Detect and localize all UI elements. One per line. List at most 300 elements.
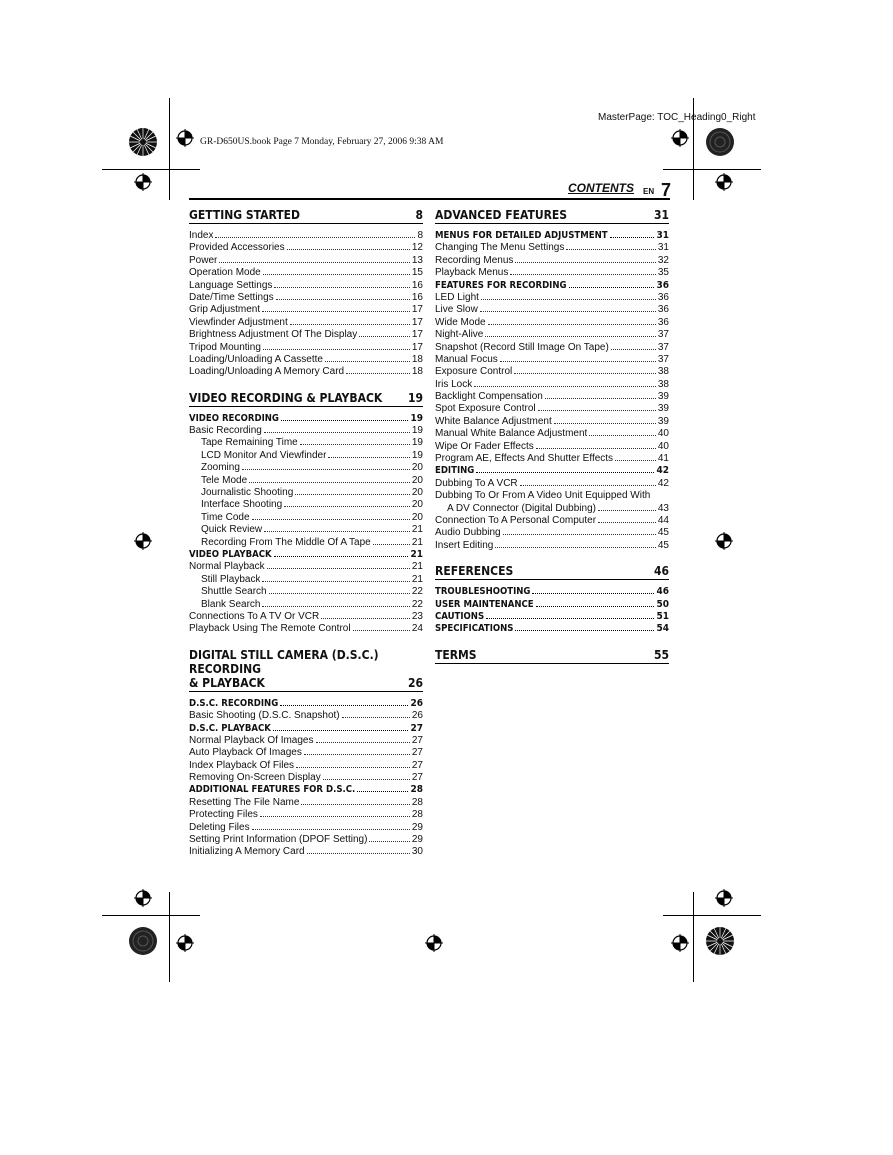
toc-entry[interactable] xyxy=(189,437,423,449)
toc-entry-label: Journalistic Shooting xyxy=(201,487,294,499)
dot-leader xyxy=(342,717,410,718)
section-spacer xyxy=(435,552,669,564)
dot-leader xyxy=(615,460,656,461)
contents-heading: CONTENTS xyxy=(568,181,634,195)
toc-entry-page: 40 xyxy=(657,440,669,452)
dot-leader xyxy=(589,435,656,436)
toc-entry-label: Index xyxy=(189,230,214,241)
toc-entry[interactable] xyxy=(189,267,423,279)
dot-leader xyxy=(304,754,410,755)
toc-entry-label: Setting Print Information (DPOF Setting) xyxy=(189,834,368,846)
section-title xyxy=(189,648,408,690)
toc-entry[interactable] xyxy=(435,304,669,316)
toc-entry[interactable] xyxy=(189,735,423,747)
dot-leader xyxy=(346,373,410,374)
toc-entry[interactable] xyxy=(189,487,423,499)
toc-subheading[interactable] xyxy=(189,413,423,425)
toc-entry[interactable] xyxy=(435,453,669,465)
toc-entry-label: ADDITIONAL FEATURES FOR D.S.C. xyxy=(189,784,356,796)
toc-entry-page: 29 xyxy=(411,821,423,833)
toc-entry[interactable] xyxy=(189,317,423,329)
toc-entry-label: Time Code xyxy=(201,511,250,523)
toc-entry-label: Still Playback xyxy=(201,573,261,585)
dot-leader xyxy=(264,531,410,532)
dot-leader xyxy=(515,630,654,631)
toc-subheading[interactable] xyxy=(435,465,669,477)
toc-entry-label: Manual White Balance Adjustment xyxy=(435,428,588,440)
section-page: 46 xyxy=(653,564,669,579)
toc-entry-page: 31 xyxy=(656,230,669,241)
toc-entry[interactable] xyxy=(435,354,669,366)
toc-entry-label: Normal Playback Of Images xyxy=(189,734,314,746)
toc-entry[interactable] xyxy=(435,292,669,304)
toc-subheading[interactable] xyxy=(435,599,669,611)
toc-entry-page: 26 xyxy=(410,697,423,709)
section-page: 55 xyxy=(653,647,669,662)
toc-entry-page: 37 xyxy=(657,341,669,353)
toc-entry-page: 37 xyxy=(657,353,669,365)
dot-leader xyxy=(269,593,410,594)
toc-entry-page: 29 xyxy=(411,834,423,846)
toc-entry[interactable] xyxy=(189,354,423,366)
toc-entry[interactable] xyxy=(189,524,423,536)
starburst-mark-icon xyxy=(705,926,735,956)
section-heading[interactable] xyxy=(435,208,669,224)
toc-entry-page: 16 xyxy=(411,279,423,291)
toc-entry[interactable] xyxy=(189,329,423,341)
dot-leader xyxy=(321,618,410,619)
toc-entry-label: Wide Mode xyxy=(435,316,486,328)
toc-entry[interactable] xyxy=(189,280,423,292)
toc-entry-label: Basic Shooting (D.S.C. Snapshot) xyxy=(189,710,340,722)
toc-entry-label: A DV Connector (Digital Dubbing) xyxy=(447,502,596,514)
toc-entry[interactable] xyxy=(189,304,423,316)
dot-leader xyxy=(369,841,409,842)
toc-entry-page: 28 xyxy=(410,784,423,796)
dot-leader xyxy=(264,432,410,433)
toc-entry-label: Loading/Unloading A Memory Card xyxy=(189,366,345,378)
toc-entry-label: Resetting The File Name xyxy=(189,796,300,808)
toc-entry-label: Power xyxy=(189,254,218,266)
toc-entry-page: 20 xyxy=(411,462,423,474)
toc-entry-label: VIDEO RECORDING xyxy=(189,412,279,424)
toc-entry-page: 41 xyxy=(657,453,669,465)
dot-leader xyxy=(262,606,409,607)
toc-entry-page: 21 xyxy=(411,573,423,585)
toc-entry-page: 31 xyxy=(657,242,669,254)
section-spacer xyxy=(435,636,669,648)
toc-entry-label: Manual Focus xyxy=(435,353,498,365)
toc-entry[interactable] xyxy=(189,809,423,821)
dot-leader xyxy=(323,779,410,780)
crop-mark xyxy=(102,169,200,170)
registration-target-icon xyxy=(134,532,152,550)
toc-entry-label: Playback Using The Remote Control xyxy=(189,623,351,635)
toc-entry-label: Dubbing To Or From A Video Unit Equipped With xyxy=(435,490,651,502)
toc-entry-page: 21 xyxy=(411,561,423,573)
dot-leader xyxy=(252,519,410,520)
section-page: 31 xyxy=(653,208,669,222)
crop-mark xyxy=(663,915,761,916)
toc-entry[interactable] xyxy=(435,379,669,391)
toc-entry[interactable] xyxy=(189,475,423,487)
toc-entry-page: 40 xyxy=(657,428,669,440)
dot-leader xyxy=(274,556,409,557)
toc-entry-label: Tripod Mounting xyxy=(189,341,261,353)
toc-entry[interactable] xyxy=(435,416,669,428)
dot-leader xyxy=(263,349,410,350)
toc-entry[interactable] xyxy=(189,499,423,511)
section-page: 8 xyxy=(415,208,423,222)
toc-entry-page: 19 xyxy=(411,437,423,449)
toc-entry-label: Changing The Menu Settings xyxy=(435,242,565,254)
toc-entry-label: Wipe Or Fader Effects xyxy=(435,440,534,452)
dot-leader xyxy=(296,767,410,768)
dot-leader xyxy=(295,494,410,495)
toc-entry[interactable] xyxy=(435,242,669,254)
dot-leader xyxy=(474,386,656,387)
section-title-line: & PLAYBACK xyxy=(189,675,265,690)
toc-entry-page: 8 xyxy=(417,230,423,241)
toc-entry-page: 32 xyxy=(657,254,669,266)
toc-entry-page: 19 xyxy=(411,425,423,437)
toc-entry-page: 27 xyxy=(410,722,423,734)
toc-entry-label: Connections To A TV Or VCR xyxy=(189,610,320,622)
section-heading[interactable] xyxy=(189,208,423,224)
toc-entry-label: EDITING xyxy=(435,465,475,477)
toc-entry[interactable] xyxy=(435,391,669,403)
section-title: ADVANCED FEATURES xyxy=(435,208,568,222)
registration-target-icon xyxy=(134,173,152,191)
dot-leader xyxy=(252,829,410,830)
toc-entry-page: 36 xyxy=(657,304,669,316)
dot-leader xyxy=(281,420,409,421)
dot-leader xyxy=(515,262,656,263)
section-heading[interactable] xyxy=(435,648,669,664)
section-spacer xyxy=(189,379,423,391)
dot-leader xyxy=(538,410,656,411)
toc-entry-page: 44 xyxy=(657,515,669,527)
toc-entry-page: 21 xyxy=(411,536,423,548)
toc-entry[interactable] xyxy=(189,230,423,242)
toc-entry-page: 38 xyxy=(657,378,669,390)
registration-target-icon xyxy=(671,129,689,147)
toc-entry[interactable] xyxy=(189,747,423,759)
crop-mark xyxy=(169,98,170,200)
dot-leader xyxy=(325,361,410,362)
toc-entry-page: 27 xyxy=(411,772,423,784)
section-heading[interactable] xyxy=(189,391,423,407)
dot-leader xyxy=(287,249,410,250)
dot-leader xyxy=(536,448,656,449)
toc-entry[interactable] xyxy=(435,490,669,515)
toc-entry-page: 39 xyxy=(657,415,669,427)
toc-entry-page: 28 xyxy=(411,796,423,808)
toc-entry[interactable] xyxy=(189,574,423,586)
toc-entry-label: FEATURES FOR RECORDING xyxy=(435,279,567,291)
dot-leader xyxy=(488,324,656,325)
toc-entry-label: Provided Accessories xyxy=(189,242,285,254)
toc-entry[interactable] xyxy=(189,834,423,846)
toc-entry-label: Grip Adjustment xyxy=(189,304,261,316)
toc-entry-label: Spot Exposure Control xyxy=(435,403,536,415)
toc-entry[interactable] xyxy=(435,267,669,279)
toc-entry-page: 26 xyxy=(411,710,423,722)
toc-subheading[interactable] xyxy=(435,230,669,242)
dot-leader xyxy=(357,791,408,792)
dot-leader xyxy=(566,249,656,250)
dot-leader xyxy=(486,618,654,619)
toc-entry[interactable] xyxy=(435,403,669,415)
dot-leader xyxy=(249,482,410,483)
toc-entry-label: Quick Review xyxy=(201,524,263,536)
toc-entry[interactable] xyxy=(189,242,423,254)
toc-entry-label: Exposure Control xyxy=(435,366,513,378)
toc-right-column xyxy=(435,208,669,670)
toc-entry[interactable] xyxy=(435,317,669,329)
registration-target-icon xyxy=(176,129,194,147)
toc-entry[interactable] xyxy=(189,450,423,462)
toc-entry-page: 39 xyxy=(657,403,669,415)
toc-entry[interactable] xyxy=(435,329,669,341)
book-info-line: GR-D650US.book Page 7 Monday, February 27, 2006 9:38 AM xyxy=(200,137,444,147)
dot-leader xyxy=(307,853,410,854)
crop-mark xyxy=(102,915,200,916)
masterpage-label: MasterPage: TOC_Heading0_Right xyxy=(598,112,756,123)
toc-entry[interactable] xyxy=(435,515,669,527)
toc-left-column xyxy=(189,208,423,859)
dot-leader xyxy=(373,544,410,545)
toc-entry[interactable] xyxy=(189,561,423,573)
toc-entry-page: 17 xyxy=(411,316,423,328)
toc-entry-page: 27 xyxy=(411,734,423,746)
dot-leader xyxy=(263,274,410,275)
toc-entry-page: 20 xyxy=(411,487,423,499)
toc-entry[interactable] xyxy=(189,366,423,378)
toc-entry-label: Zooming xyxy=(201,462,240,474)
toc-entry-page: 27 xyxy=(411,747,423,759)
toc-entry[interactable] xyxy=(435,428,669,440)
dot-leader xyxy=(262,311,410,312)
crop-mark xyxy=(693,892,694,982)
toc-entry[interactable] xyxy=(435,478,669,490)
toc-entry-label: D.S.C. PLAYBACK xyxy=(189,722,271,734)
toc-entry[interactable] xyxy=(189,292,423,304)
toc-subheading[interactable] xyxy=(435,611,669,623)
toc-entry-page: 23 xyxy=(411,610,423,622)
toc-entry-page: 36 xyxy=(657,316,669,328)
toc-entry-label: Backlight Compensation xyxy=(435,391,543,403)
dot-leader xyxy=(503,534,656,535)
toc-entry[interactable] xyxy=(435,527,669,539)
toc-entry-label: LCD Monitor And Viewfinder xyxy=(201,449,327,461)
toc-entry-label: Blank Search xyxy=(201,598,261,610)
toc-entry-label: Recording From The Middle Of A Tape xyxy=(201,536,371,548)
toc-subheading[interactable] xyxy=(189,549,423,561)
registration-target-icon xyxy=(425,934,443,952)
section-page: 26 xyxy=(407,675,423,690)
dot-leader xyxy=(554,423,656,424)
toc-entry-page: 17 xyxy=(411,341,423,353)
toc-entry-page: 45 xyxy=(657,539,669,551)
toc-entry-label: Live Slow xyxy=(435,304,478,316)
toc-entry-page: 50 xyxy=(656,598,669,610)
toc-entry-page: 46 xyxy=(656,586,669,598)
toc-entry-page: 21 xyxy=(411,524,423,536)
toc-subheading[interactable] xyxy=(435,280,669,292)
toc-entry-page: 20 xyxy=(411,511,423,523)
starburst-mark-icon xyxy=(128,926,158,956)
toc-entry[interactable] xyxy=(189,846,423,858)
toc-entry-page: 20 xyxy=(411,474,423,486)
toc-subheading[interactable] xyxy=(435,623,669,635)
toc-entry-label: Iris Lock xyxy=(435,378,473,390)
toc-entry-label: Tele Mode xyxy=(201,474,248,486)
registration-target-icon xyxy=(176,934,194,952)
section-title: REFERENCES xyxy=(435,564,514,579)
section-spacer xyxy=(189,636,423,648)
dot-leader xyxy=(520,485,656,486)
toc-entry-label: Basic Recording xyxy=(189,425,262,437)
toc-entry[interactable] xyxy=(189,822,423,834)
toc-subheading[interactable] xyxy=(435,586,669,598)
language-code: EN xyxy=(643,187,655,196)
toc-entry-label: TROUBLESHOOTING xyxy=(435,586,531,598)
toc-entry[interactable] xyxy=(189,623,423,635)
toc-entry[interactable] xyxy=(189,760,423,772)
section-heading[interactable] xyxy=(435,564,669,580)
toc-entry[interactable] xyxy=(435,366,669,378)
toc-entry[interactable] xyxy=(189,599,423,611)
dot-leader xyxy=(260,816,410,817)
dot-leader xyxy=(284,506,410,507)
toc-entry-page: 38 xyxy=(657,366,669,378)
toc-subheading[interactable] xyxy=(189,723,423,735)
toc-entry-label: Removing On-Screen Display xyxy=(189,772,321,784)
toc-entry-label: Interface Shooting xyxy=(201,499,283,511)
toc-entry[interactable] xyxy=(189,342,423,354)
dot-leader xyxy=(290,324,410,325)
toc-entry-label: Language Settings xyxy=(189,279,273,291)
dot-leader xyxy=(569,287,655,288)
toc-entry-label: White Balance Adjustment xyxy=(435,415,552,427)
header-rule xyxy=(189,198,670,200)
toc-entry-page: 39 xyxy=(657,391,669,403)
toc-entry-page: 36 xyxy=(657,291,669,303)
toc-entry-page: 45 xyxy=(657,527,669,539)
toc-entry-label: Night-Alive xyxy=(435,329,484,341)
dot-leader xyxy=(480,311,656,312)
toc-entry-label: USER MAINTENANCE xyxy=(435,598,534,610)
dot-leader xyxy=(610,237,655,238)
toc-entry-page: 42 xyxy=(657,477,669,489)
toc-entry-page: 19 xyxy=(410,412,423,424)
registration-target-icon xyxy=(715,532,733,550)
toc-entry-label: Connection To A Personal Computer xyxy=(435,515,597,527)
dot-leader xyxy=(215,237,415,238)
toc-entry[interactable] xyxy=(189,710,423,722)
toc-entry-label: Dubbing To A VCR xyxy=(435,477,518,489)
dot-leader xyxy=(510,274,656,275)
toc-entry-label: Playback Menus xyxy=(435,267,509,279)
toc-entry-page: 17 xyxy=(411,304,423,316)
toc-entry-page: 19 xyxy=(411,449,423,461)
registration-target-icon xyxy=(671,934,689,952)
toc-entry-label: VIDEO PLAYBACK xyxy=(189,548,272,560)
dot-leader xyxy=(598,522,656,523)
toc-entry-label: Tape Remaining Time xyxy=(201,437,298,449)
toc-entry-label: Brightness Adjustment Of The Display xyxy=(189,329,358,341)
dot-leader xyxy=(301,804,409,805)
toc-entry[interactable] xyxy=(189,255,423,267)
toc-entry-label: Date/Time Settings xyxy=(189,291,274,303)
dot-leader xyxy=(316,742,410,743)
starburst-mark-icon xyxy=(128,127,158,157)
registration-target-icon xyxy=(715,173,733,191)
dot-leader xyxy=(495,547,656,548)
toc-entry-page: 54 xyxy=(656,623,669,635)
toc-entry-page: 37 xyxy=(657,329,669,341)
dot-leader xyxy=(359,336,410,337)
toc-entry-label: Operation Mode xyxy=(189,267,261,279)
page-number: 7 xyxy=(661,180,672,200)
toc-entry[interactable] xyxy=(189,512,423,524)
dot-leader xyxy=(273,730,409,731)
dot-leader xyxy=(536,606,655,607)
section-title: GETTING STARTED xyxy=(189,208,300,222)
toc-entry[interactable] xyxy=(189,797,423,809)
dot-leader xyxy=(267,568,410,569)
toc-subheading[interactable] xyxy=(189,784,423,796)
toc-entry-page: 18 xyxy=(411,353,423,365)
toc-entry-label: Viewfinder Adjustment xyxy=(189,316,288,328)
toc-entry[interactable] xyxy=(189,772,423,784)
toc-entry[interactable] xyxy=(435,441,669,453)
toc-entry[interactable] xyxy=(189,611,423,623)
toc-entry-label: Shuttle Search xyxy=(201,586,267,598)
toc-entry-label: CAUTIONS xyxy=(435,610,485,622)
toc-entry[interactable] xyxy=(189,462,423,474)
toc-entry[interactable] xyxy=(189,586,423,598)
section-title: TERMS xyxy=(435,647,477,662)
toc-entry-label: Audio Dubbing xyxy=(435,527,501,539)
dot-leader xyxy=(485,336,656,337)
toc-entry-label: Protecting Files xyxy=(189,809,258,821)
section-page: 19 xyxy=(407,390,423,405)
toc-entry[interactable] xyxy=(435,540,669,552)
toc-entry[interactable] xyxy=(189,425,423,437)
registration-target-icon xyxy=(715,889,733,907)
toc-entry[interactable] xyxy=(435,255,669,267)
toc-entry-label: Auto Playback Of Images xyxy=(189,747,302,759)
toc-entry[interactable] xyxy=(435,342,669,354)
toc-entry-page: 43 xyxy=(657,502,669,514)
dot-leader xyxy=(532,593,654,594)
toc-entry-label: Recording Menus xyxy=(435,254,514,266)
toc-entry-label: Program AE, Effects And Shutter Effects xyxy=(435,453,614,465)
dot-leader xyxy=(598,510,656,511)
starburst-mark-icon xyxy=(705,127,735,157)
toc-entry[interactable] xyxy=(189,537,423,549)
section-heading[interactable] xyxy=(189,648,423,692)
section-title-line: DIGITAL STILL CAMERA (D.S.C.) RECORDING xyxy=(189,647,379,676)
toc-entry-page: 21 xyxy=(410,548,423,560)
toc-entry-label: D.S.C. RECORDING xyxy=(189,697,279,709)
toc-entry-label: SPECIFICATIONS xyxy=(435,623,514,635)
dot-leader xyxy=(219,262,410,263)
toc-subheading[interactable] xyxy=(189,698,423,710)
dot-leader xyxy=(328,457,409,458)
